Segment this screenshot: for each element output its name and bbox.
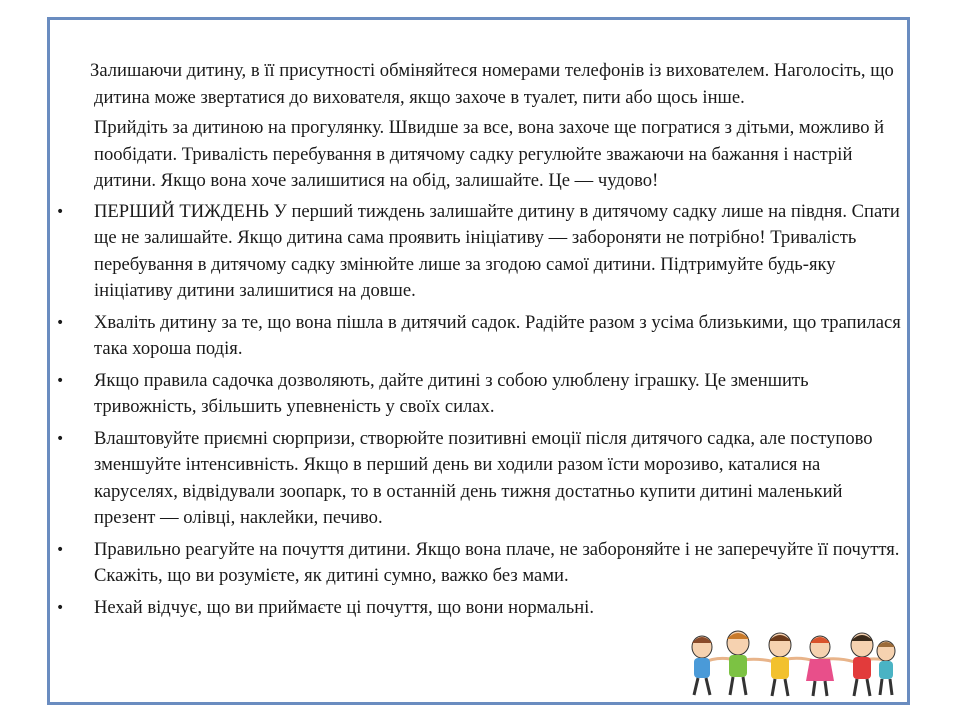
list-item-text: ПЕРШИЙ ТИЖДЕНЬ У перший тиждень залишайте дитину в дитячому садку лише на півдня. Спати ще не залишайте. Якщо дитина сама проявить ініціативу — забороняти не потрібно! Тривалість перебування в дитячому садку змінюйте лише за згодою самої дитини. Підтримуйте будь-яку ініціативу дитини залишитися на довше.: [94, 200, 900, 301]
list-item-text: Якщо правила садочка дозволяють, дайте дитині з собою улюблену іграшку. Це зменшить тривожність, збільшить упевненість у своїх силах.: [94, 369, 809, 417]
bullet-icon: •: [56, 372, 65, 389]
bullet-icon: •: [56, 599, 65, 616]
slide-content: [56, 58, 908, 626]
list-item-text: Нехай відчує, що ви приймаєте ці почуття, що вони нормальні.: [94, 596, 594, 618]
list-item: [56, 426, 908, 532]
list-item-text: Правильно реагуйте на почуття дитини. Якщо вона плаче, не забороняйте і не заперечуйте її почуття. Скажіть, що ви розумієте, як дитині сумно, важко без мами.: [94, 538, 900, 586]
list-item: [56, 368, 908, 421]
paragraph-walk: Прийдіть за дитиною на прогулянку. Швидше за все, вона захоче ще погратися з дітьми, можливо й пообідати. Тривалість перебування в дитячому садку регулюйте зважаючи на бажання і настрій дитини. Якщо вона хоче залишитися на обід, залишайте. Це — чудово!: [94, 117, 885, 191]
children-holding-hands-illustration: [680, 625, 900, 700]
list-item-text: Хваліть дитину за те, що вона пішла в дитячий садок. Радійте разом з усіма близькими, що трапилася така хороша подія.: [94, 311, 901, 359]
list-item: [56, 199, 908, 305]
list-item: [56, 595, 908, 622]
bullet-icon: •: [56, 203, 65, 220]
list-item: [56, 310, 908, 363]
list-item: [56, 537, 908, 590]
list-item-text: Влаштовуйте приємні сюрпризи, створюйте позитивні емоції після дитячого садка, але поступово зменшуйте інтенсивність. Якщо в перший день ви ходили разом їсти морозиво, каталися на каруселях, відвідували зоопарк, то в останній день тижня достатньо купити дитині маленький презент — олівці, наклейки, печиво.: [94, 427, 873, 528]
paragraph-intro: Залишаючи дитину, в її присутності обміняйтеся номерами телефонів із вихователем. Наголосіть, що дитина може звертатися до вихователя, якщо захоче в туалет, пити або щось інше.: [90, 60, 894, 108]
bullet-icon: •: [56, 541, 65, 558]
bullet-icon: •: [56, 430, 65, 447]
bullet-list: [56, 199, 908, 622]
bullet-icon: •: [56, 314, 65, 331]
